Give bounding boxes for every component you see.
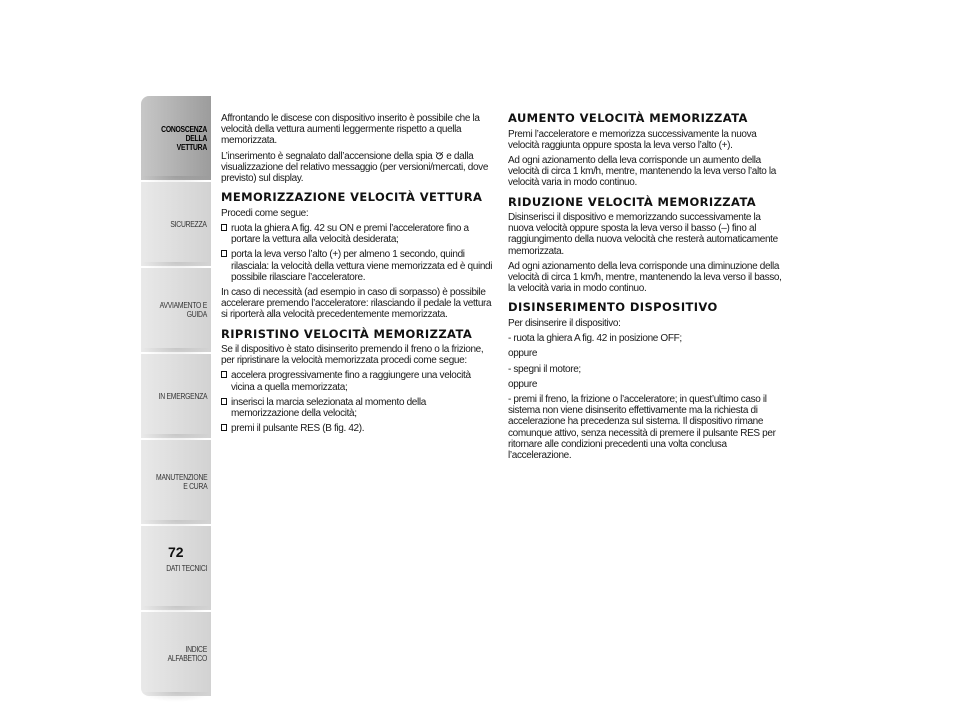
chapter-sidebar bbox=[141, 96, 211, 698]
checkbox-bullet-icon bbox=[221, 224, 227, 231]
indicator-paragraph: L’inserimento è segnalato dall’accensione della spia e dalla visualizzazione del relativo messaggio (per versioni/mercati, dove previsto) sul display. bbox=[221, 150, 489, 185]
disinserimento-step-2: - spegni il motore; bbox=[508, 363, 581, 375]
aumento-paragraph-2: Ad ogni azionamento della leva corrisponde un aumento della velocità di circa 1 km/h, mentre, mantenendo la leva verso l’alto la velocità varia in modo continuo. bbox=[508, 154, 777, 189]
tab-manutenzione-e-cura[interactable]: MANUTENZIONE E CURA bbox=[141, 440, 211, 524]
tab-indice-alfabetico[interactable]: INDICE ALFABETICO bbox=[141, 612, 211, 696]
disinserimento-oppure-2: oppure bbox=[508, 378, 538, 390]
checkbox-bullet-icon bbox=[221, 424, 227, 431]
heading-aumento: AUMENTO VELOCITÀ MEMORIZZATA bbox=[508, 111, 748, 125]
disinserimento-oppure-1: oppure bbox=[508, 348, 538, 360]
checkbox-bullet-icon bbox=[221, 250, 227, 257]
tab-in-emergenza[interactable]: IN EMERGENZA bbox=[141, 354, 211, 438]
checkbox-bullet-icon bbox=[221, 371, 227, 378]
disinserimento-intro: Per disinserire il dispositivo: bbox=[508, 317, 621, 329]
aumento-paragraph-1: Premi l’acceleratore e memorizza successivamente la nuova velocità raggiunta oppure sposta la leva verso l’alto (+). bbox=[508, 128, 757, 151]
list-item: ruota la ghiera A fig. 42 su ON e premi l’acceleratore fino a portare la vettura alla velocità desiderata; bbox=[221, 223, 496, 245]
tab-dati-tecnici[interactable]: DATI TECNICI bbox=[141, 526, 211, 610]
left-column bbox=[221, 113, 496, 438]
heading-ripristino: RIPRISTINO VELOCITÀ MEMORIZZATA bbox=[221, 326, 473, 341]
tab-avviamento-e-guida[interactable]: AVVIAMENTO E GUIDA bbox=[141, 268, 211, 352]
heading-disinserimento: DISINSERIMENTO DISPOSITIVO bbox=[508, 300, 718, 315]
list-item: porta la leva verso l’alto (+) per almeno 1 secondo, quindi rilasciala: la velocità della vettura viene memorizzata ed è quindi possibile rilasciare l’acceleratore. bbox=[221, 249, 496, 283]
intro-paragraph: Affrontando le discese con dispositivo inserito è possibile che la velocità della vettura aumenti leggermente rispetto a quella memorizzata. bbox=[221, 113, 480, 147]
memorizzazione-paragraph: In caso di necessità (ad esempio in caso di sorpasso) è possibile accelerare premendo l’acceleratore: rilasciando il pedale la vettura si riporterà alla velocità precedentemente memorizzata. bbox=[221, 286, 492, 321]
disinserimento-step-1: - ruota la ghiera A fig. 42 in posizione OFF; bbox=[508, 333, 682, 345]
heading-memorizzazione: MEMORIZZAZIONE VELOCITÀ VETTURA bbox=[221, 190, 483, 205]
tab-conoscenza-della-vettura[interactable]: CONOSCENZA DELLA VETTURA bbox=[141, 96, 211, 180]
tab-sicurezza[interactable]: SICUREZZA bbox=[141, 182, 211, 266]
page-number: 72 bbox=[168, 544, 184, 560]
memorizzazione-intro: Procedi come segue: bbox=[221, 207, 309, 219]
checkbox-bullet-icon bbox=[221, 398, 227, 405]
cruise-control-warning-icon bbox=[435, 151, 444, 160]
list-item: accelera progressivamente fino a raggiungere una velocità vicina a quella memorizzata; bbox=[221, 370, 496, 392]
heading-riduzione: RIDUZIONE VELOCITÀ MEMORIZZATA bbox=[508, 194, 757, 209]
list-item: premi il pulsante RES (B fig. 42). bbox=[221, 423, 496, 434]
riduzione-paragraph-1: Disinserisci il dispositivo e memorizzando successivamente la nuova velocità oppure sposta la leva verso il basso (–) fino al raggiungimento della nuova velocità che resterà automaticamente memorizzata. bbox=[508, 212, 778, 257]
right-column bbox=[508, 113, 788, 465]
disinserimento-step-3: - premi il freno, la frizione o l’acceleratore; in quest’ultimo caso il sistema non viene disinserito effettivamente ma la richiesta di accelerazione ha precedenza sul sistema. Il dispositivo rimane comunque attivo, senza necessità di premere il pulsante RES per ritornare alle condizioni precedenti una volta conclusa l’accelerazione. bbox=[508, 393, 776, 461]
ripristino-intro: Se il dispositivo è stato disinserito premendo il freno o la frizione, per ripristinare la velocità memorizzata procedi come segue: bbox=[221, 344, 484, 367]
list-item: inserisci la marcia selezionata al momento della memorizzazione della velocità; bbox=[221, 397, 496, 419]
riduzione-paragraph-2: Ad ogni azionamento della leva corrisponde una diminuzione della velocità di circa 1 km/h, mentre, mantenendo la leva verso il basso, la velocità varia in modo continuo. bbox=[508, 260, 782, 295]
